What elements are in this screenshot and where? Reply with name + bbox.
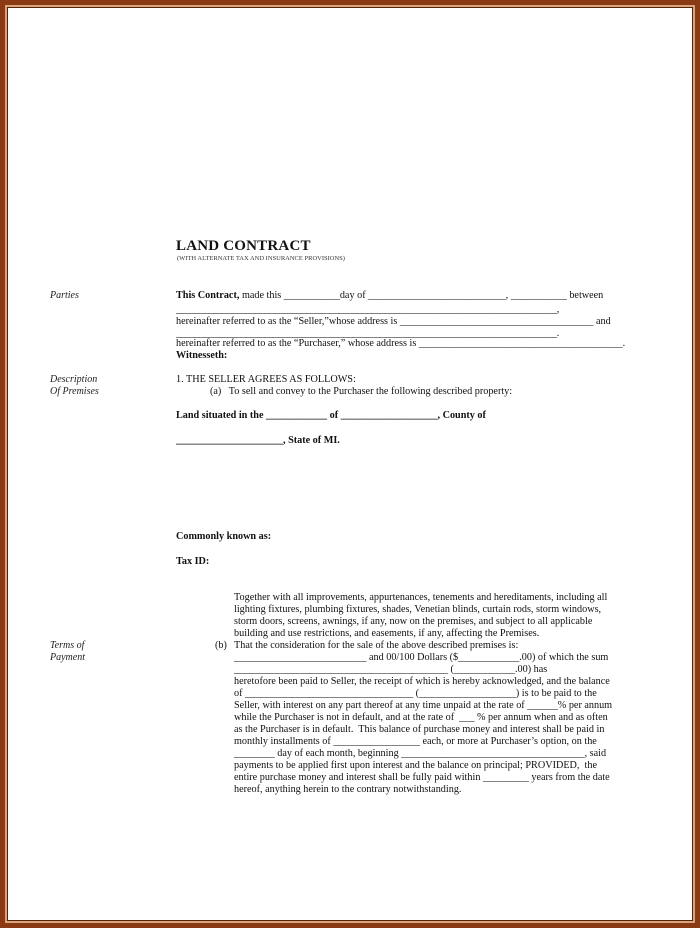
payment-line-9: monthly installments of _________________ each, or more at Purchaser’s option, on the — [234, 736, 597, 747]
payment-line-5: of _________________________________ (___________________) is to be paid to the — [234, 688, 597, 699]
payment-line-8: as the Purchaser is in default. This balance of purchase money and interest shall be paid in — [234, 724, 605, 735]
together-line-1: Together with all improvements, appurtenances, tenements and hereditaments, including all — [234, 592, 608, 603]
parties-blank-line-2: __________________________________________________________________________________. — [176, 328, 559, 339]
parties-line — [176, 290, 603, 302]
item-b-label: (b) — [215, 640, 227, 651]
payment-line-6: Seller, with interest on any part thereof at any time unpaid at the rate of ______% per annum — [234, 700, 613, 711]
sidebar-label-of-premises: Of Premises — [50, 386, 99, 397]
together-line-2: lighting fixtures, plumbing fixtures, shades, Venetian blinds, curtain rods, storm windows, — [234, 604, 602, 615]
together-line-3: storm doors, screens, awnings, if any, now on the premises, and subject to all applicable — [234, 616, 593, 627]
state-line: _____________________, State of MI. — [176, 435, 340, 446]
commonly-known-label: Commonly known as: — [176, 531, 272, 542]
parties-line-rest: made this ___________day of ___________________________, ___________ between — [239, 290, 604, 301]
land-situated-line: Land situated in the ____________ of ___________________, County of — [176, 410, 486, 421]
purchaser-address-line: hereinafter referred to as the “Purchaser,” whose address is ________________________________________. — [176, 338, 626, 349]
parties-blank-line-1: __________________________________________________________________________________, — [176, 304, 559, 315]
sidebar-label-parties: Parties — [50, 290, 79, 301]
payment-line-3: __________________________________________ (____________.00) has — [234, 664, 548, 675]
payment-line-2: __________________________ and 00/100 Dollars ($____________.00) of which the sum — [234, 652, 609, 663]
payment-line-11: payments to be applied first upon interest and the balance on principal; PROVIDED, the — [234, 760, 597, 771]
payment-line-4: heretofore been paid to Seller, the receipt of which is hereby acknowledged, and the balance — [234, 676, 610, 687]
payment-line-7: while the Purchaser is not in default, and at the rate of ___ % per annum when and as often — [234, 712, 608, 723]
document-subtitle: (WITH ALTERNATE TAX AND INSURANCE PROVISIONS) — [177, 255, 345, 262]
payment-line-13: hereof, anything herein to the contrary notwithstanding. — [234, 784, 462, 795]
payment-line-10: ________ day of each month, beginning ____________________________________, said — [234, 748, 607, 759]
sidebar-label-terms: Terms of — [50, 640, 85, 651]
this-contract-label: This Contract, — [176, 290, 240, 301]
seller-agrees-heading: 1. THE SELLER AGREES AS FOLLOWS: — [176, 374, 356, 385]
seller-address-line: hereinafter referred to as the “Seller,”whose address is ______________________________________ and — [176, 316, 611, 327]
sidebar-label-payment: Payment — [50, 652, 85, 663]
payment-line-1: That the consideration for the sale of the above described premises is: — [234, 640, 519, 651]
payment-line-12: entire purchase money and interest shall be fully paid within _________ years from the date — [234, 772, 610, 783]
witnesseth-label: Witnesseth: — [176, 350, 228, 361]
document-title: LAND CONTRACT — [176, 238, 311, 254]
item-a-convey: (a) To sell and convey to the Purchaser the following described property: — [210, 386, 513, 397]
together-line-4: building and use restrictions, and easements, if any, affecting the Premises. — [234, 628, 540, 639]
tax-id-label: Tax ID: — [176, 556, 210, 567]
sidebar-label-description: Description — [50, 374, 98, 385]
